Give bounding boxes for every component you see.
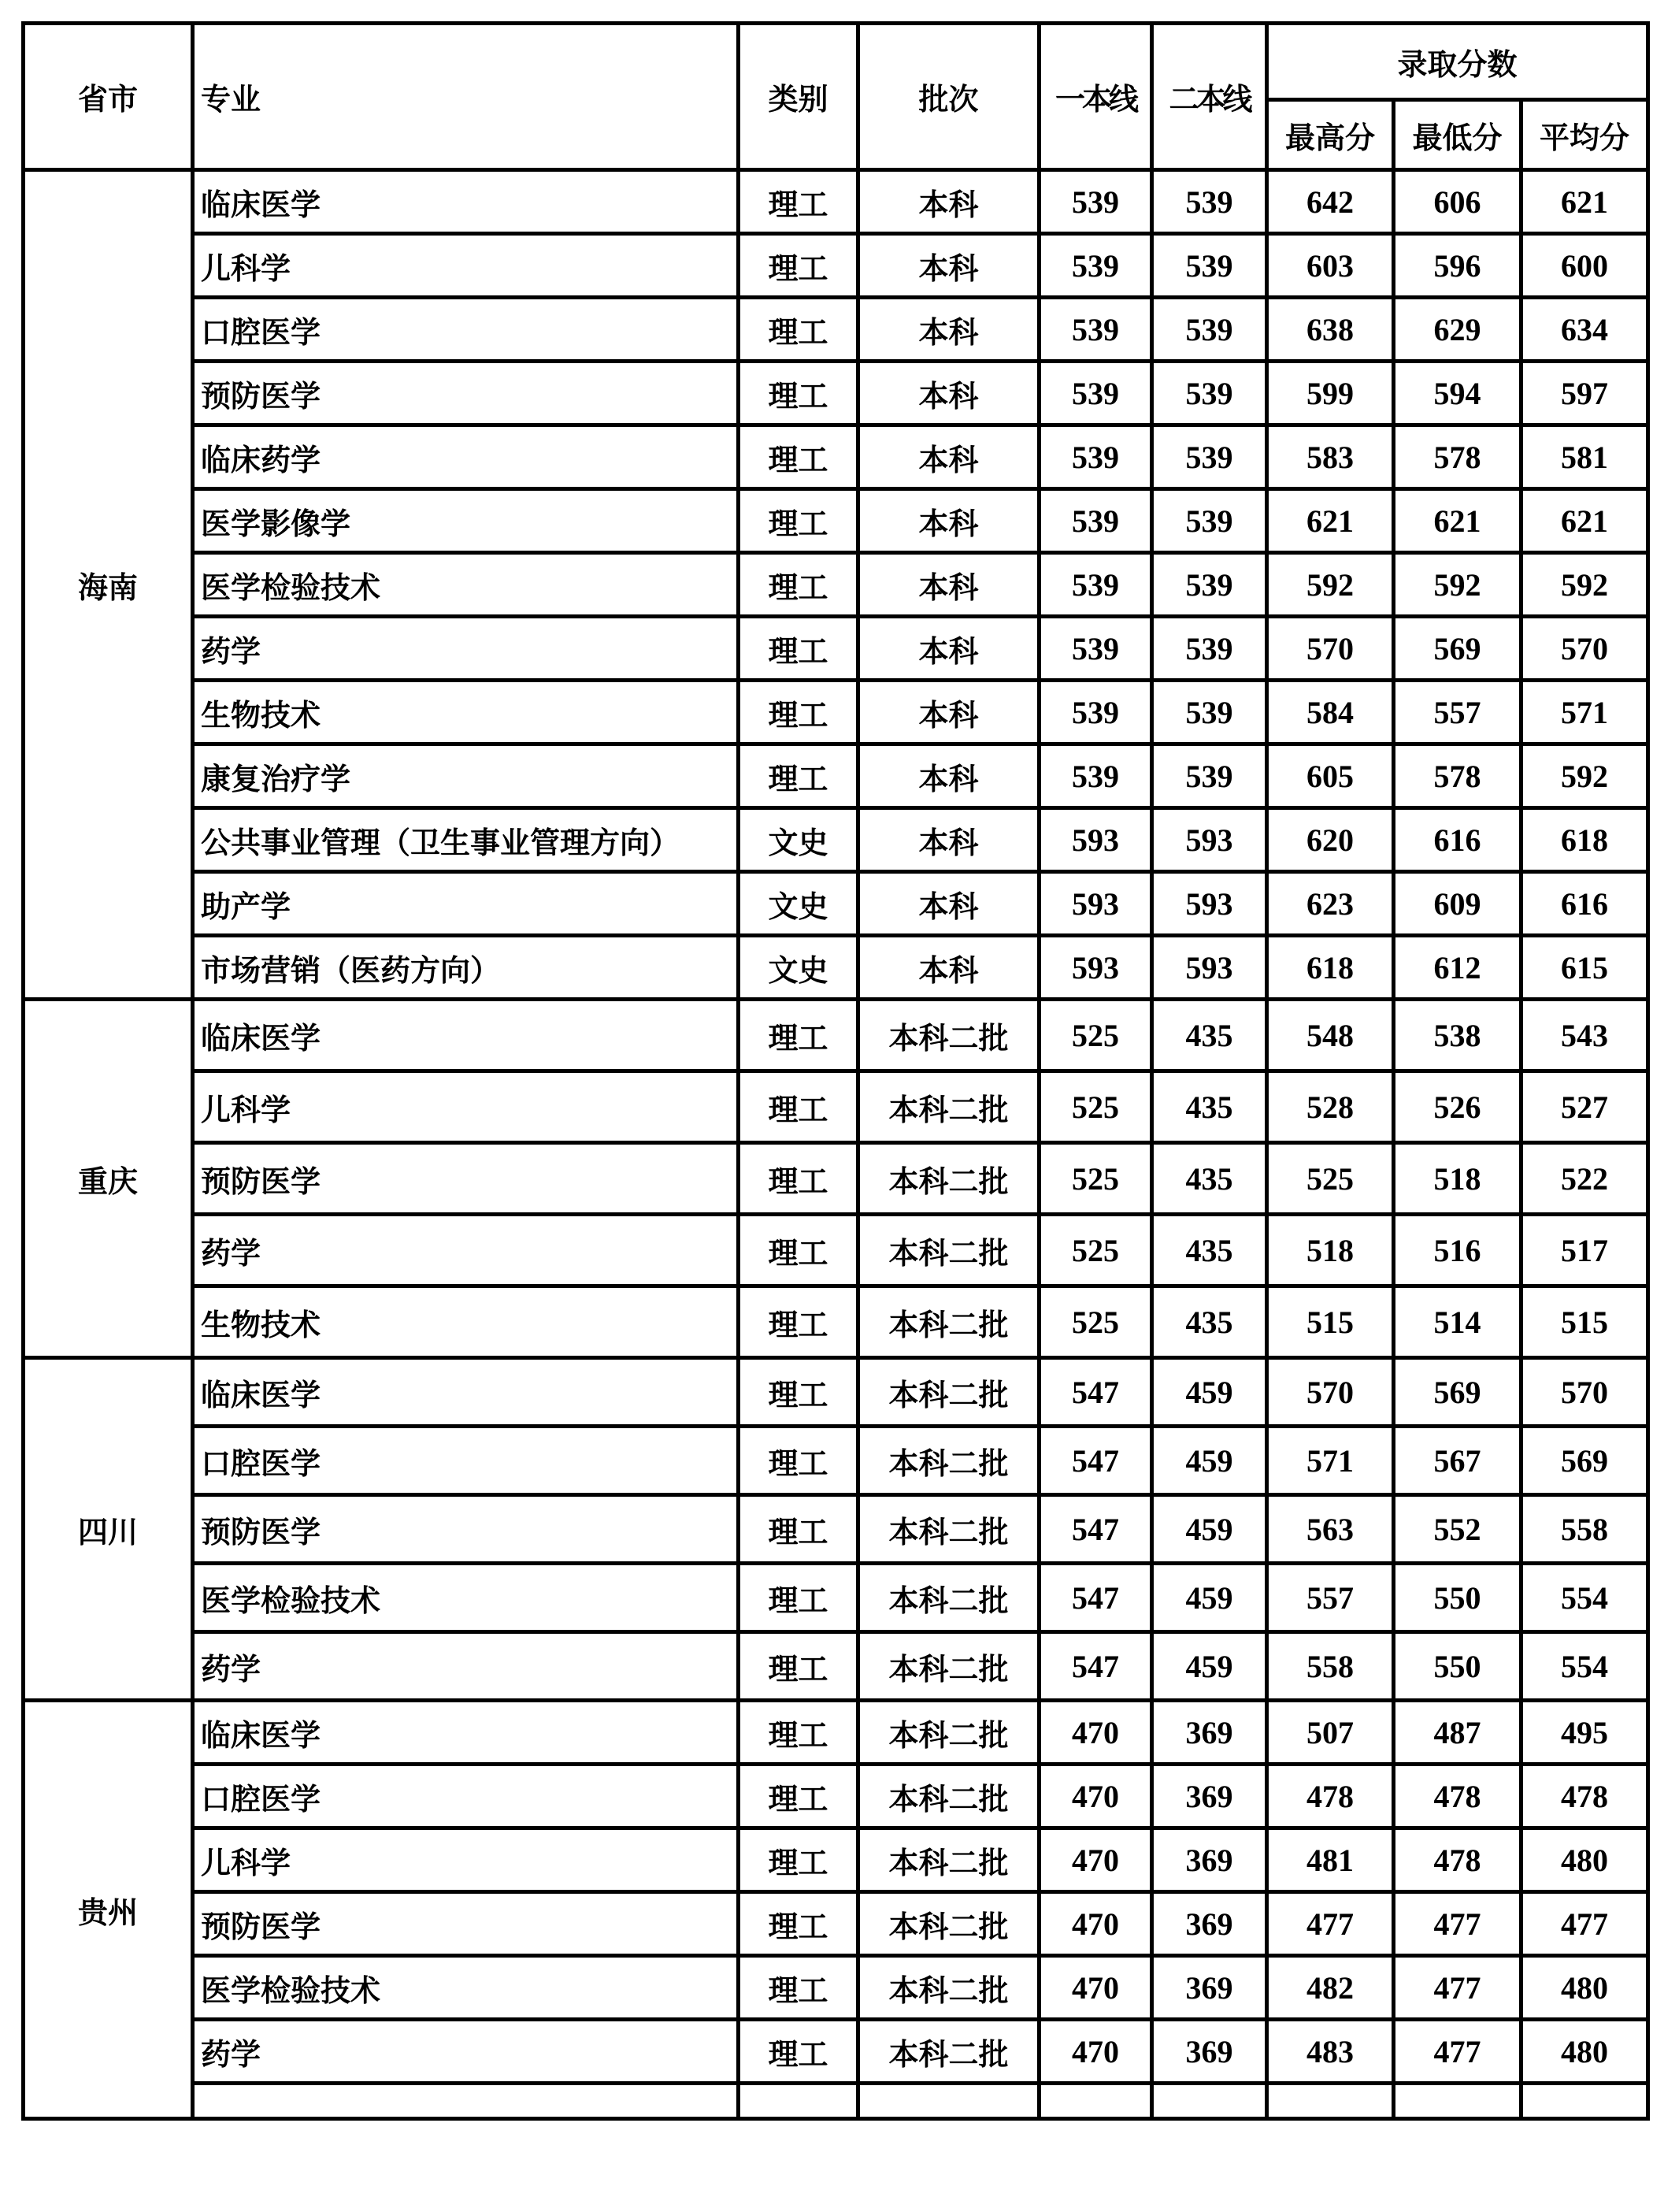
line2-cell: 369 bbox=[1152, 1892, 1267, 1956]
line1-cell: 539 bbox=[1040, 425, 1152, 489]
avg-cell: 522 bbox=[1521, 1143, 1648, 1215]
major-cell: 生物技术 bbox=[193, 681, 739, 744]
avg-cell: 592 bbox=[1521, 744, 1648, 808]
header-batch: 批次 bbox=[858, 24, 1040, 170]
category-cell: 理工 bbox=[739, 489, 858, 553]
table-row bbox=[24, 425, 1648, 489]
header-major: 专业 bbox=[193, 24, 739, 170]
empty-cell bbox=[193, 2084, 739, 2119]
major-cell: 生物技术 bbox=[193, 1286, 739, 1358]
line1-cell: 525 bbox=[1040, 1286, 1152, 1358]
category-cell: 理工 bbox=[739, 2020, 858, 2084]
avg-cell: 597 bbox=[1521, 362, 1648, 425]
empty-cell bbox=[739, 2084, 858, 2119]
line1-cell: 525 bbox=[1040, 1143, 1152, 1215]
min-cell: 477 bbox=[1394, 1956, 1521, 2020]
batch-cell: 本科 bbox=[858, 681, 1040, 744]
category-cell: 理工 bbox=[739, 1765, 858, 1828]
min-cell: 629 bbox=[1394, 298, 1521, 362]
category-cell: 理工 bbox=[739, 681, 858, 744]
category-cell: 理工 bbox=[739, 1000, 858, 1071]
line2-cell: 539 bbox=[1152, 489, 1267, 553]
batch-cell: 本科 bbox=[858, 170, 1040, 234]
line2-cell: 369 bbox=[1152, 1765, 1267, 1828]
avg-cell: 527 bbox=[1521, 1071, 1648, 1143]
major-cell: 口腔医学 bbox=[193, 1427, 739, 1495]
major-cell: 预防医学 bbox=[193, 1143, 739, 1215]
major-cell: 医学检验技术 bbox=[193, 1956, 739, 2020]
min-cell: 621 bbox=[1394, 489, 1521, 553]
line1-cell: 539 bbox=[1040, 362, 1152, 425]
header-line1: 一本线 bbox=[1040, 24, 1152, 170]
table-row bbox=[24, 872, 1648, 936]
max-cell: 583 bbox=[1267, 425, 1394, 489]
province-cell: 四川 bbox=[24, 1358, 193, 1701]
line2-cell: 593 bbox=[1152, 936, 1267, 1000]
empty-cell bbox=[1394, 2084, 1521, 2119]
line1-cell: 547 bbox=[1040, 1358, 1152, 1427]
avg-cell: 615 bbox=[1521, 936, 1648, 1000]
header-min: 最低分 bbox=[1394, 100, 1521, 170]
avg-cell: 477 bbox=[1521, 1892, 1648, 1956]
line1-cell: 525 bbox=[1040, 1215, 1152, 1286]
table-row bbox=[24, 2020, 1648, 2084]
batch-cell: 本科二批 bbox=[858, 1701, 1040, 1765]
batch-cell: 本科二批 bbox=[858, 1765, 1040, 1828]
max-cell: 605 bbox=[1267, 744, 1394, 808]
batch-cell: 本科二批 bbox=[858, 1564, 1040, 1632]
table-row bbox=[24, 1956, 1648, 2020]
major-cell: 儿科学 bbox=[193, 1828, 739, 1892]
major-cell: 药学 bbox=[193, 2020, 739, 2084]
table-row bbox=[24, 617, 1648, 681]
avg-cell: 480 bbox=[1521, 2020, 1648, 2084]
category-cell: 理工 bbox=[739, 1286, 858, 1358]
table-row bbox=[24, 1143, 1648, 1215]
min-cell: 487 bbox=[1394, 1701, 1521, 1765]
line1-cell: 539 bbox=[1040, 744, 1152, 808]
line2-cell: 593 bbox=[1152, 808, 1267, 872]
batch-cell: 本科二批 bbox=[858, 1000, 1040, 1071]
max-cell: 478 bbox=[1267, 1765, 1394, 1828]
major-cell: 儿科学 bbox=[193, 234, 739, 298]
line2-cell: 539 bbox=[1152, 744, 1267, 808]
table-row bbox=[24, 1000, 1648, 1071]
header-line2: 二本线 bbox=[1152, 24, 1267, 170]
avg-cell: 515 bbox=[1521, 1286, 1648, 1358]
avg-cell: 616 bbox=[1521, 872, 1648, 936]
batch-cell: 本科二批 bbox=[858, 1215, 1040, 1286]
max-cell: 507 bbox=[1267, 1701, 1394, 1765]
max-cell: 603 bbox=[1267, 234, 1394, 298]
batch-cell: 本科 bbox=[858, 617, 1040, 681]
max-cell: 515 bbox=[1267, 1286, 1394, 1358]
line1-cell: 525 bbox=[1040, 1071, 1152, 1143]
batch-cell: 本科二批 bbox=[858, 1286, 1040, 1358]
line1-cell: 470 bbox=[1040, 1828, 1152, 1892]
table-row bbox=[24, 170, 1648, 234]
avg-cell: 571 bbox=[1521, 681, 1648, 744]
max-cell: 525 bbox=[1267, 1143, 1394, 1215]
major-cell: 临床医学 bbox=[193, 170, 739, 234]
line2-cell: 369 bbox=[1152, 1701, 1267, 1765]
header-category: 类别 bbox=[739, 24, 858, 170]
major-cell: 预防医学 bbox=[193, 1892, 739, 1956]
major-cell: 助产学 bbox=[193, 872, 739, 936]
line1-cell: 470 bbox=[1040, 1765, 1152, 1828]
major-cell: 口腔医学 bbox=[193, 1765, 739, 1828]
line2-cell: 435 bbox=[1152, 1143, 1267, 1215]
avg-cell: 495 bbox=[1521, 1701, 1648, 1765]
line1-cell: 547 bbox=[1040, 1427, 1152, 1495]
avg-cell: 634 bbox=[1521, 298, 1648, 362]
avg-cell: 621 bbox=[1521, 489, 1648, 553]
min-cell: 567 bbox=[1394, 1427, 1521, 1495]
header-max: 最高分 bbox=[1267, 100, 1394, 170]
table-row bbox=[24, 553, 1648, 617]
line2-cell: 459 bbox=[1152, 1632, 1267, 1701]
line1-cell: 539 bbox=[1040, 553, 1152, 617]
major-cell: 市场营销（医药方向） bbox=[193, 936, 739, 1000]
line2-cell: 435 bbox=[1152, 1071, 1267, 1143]
province-cell: 重庆 bbox=[24, 1000, 193, 1358]
major-cell: 临床医学 bbox=[193, 1358, 739, 1427]
table-row bbox=[24, 362, 1648, 425]
line2-cell: 539 bbox=[1152, 362, 1267, 425]
max-cell: 548 bbox=[1267, 1000, 1394, 1071]
min-cell: 569 bbox=[1394, 617, 1521, 681]
batch-cell: 本科 bbox=[858, 808, 1040, 872]
max-cell: 620 bbox=[1267, 808, 1394, 872]
major-cell: 口腔医学 bbox=[193, 298, 739, 362]
min-cell: 477 bbox=[1394, 1892, 1521, 1956]
line2-cell: 369 bbox=[1152, 1828, 1267, 1892]
min-cell: 550 bbox=[1394, 1564, 1521, 1632]
min-cell: 606 bbox=[1394, 170, 1521, 234]
empty-cell bbox=[1267, 2084, 1394, 2119]
major-cell: 药学 bbox=[193, 1632, 739, 1701]
min-cell: 552 bbox=[1394, 1495, 1521, 1564]
line1-cell: 539 bbox=[1040, 170, 1152, 234]
line1-cell: 547 bbox=[1040, 1495, 1152, 1564]
batch-cell: 本科 bbox=[858, 298, 1040, 362]
table-row bbox=[24, 1564, 1648, 1632]
avg-cell: 581 bbox=[1521, 425, 1648, 489]
category-cell: 理工 bbox=[739, 234, 858, 298]
avg-cell: 478 bbox=[1521, 1765, 1648, 1828]
line1-cell: 539 bbox=[1040, 298, 1152, 362]
header-row bbox=[24, 24, 1648, 100]
max-cell: 621 bbox=[1267, 489, 1394, 553]
major-cell: 康复治疗学 bbox=[193, 744, 739, 808]
avg-cell: 480 bbox=[1521, 1828, 1648, 1892]
line1-cell: 470 bbox=[1040, 2020, 1152, 2084]
category-cell: 理工 bbox=[739, 553, 858, 617]
category-cell: 理工 bbox=[739, 362, 858, 425]
max-cell: 518 bbox=[1267, 1215, 1394, 1286]
category-cell: 理工 bbox=[739, 1215, 858, 1286]
line2-cell: 459 bbox=[1152, 1358, 1267, 1427]
line1-cell: 539 bbox=[1040, 617, 1152, 681]
avg-cell: 517 bbox=[1521, 1215, 1648, 1286]
category-cell: 理工 bbox=[739, 1071, 858, 1143]
avg-cell: 569 bbox=[1521, 1427, 1648, 1495]
batch-cell: 本科 bbox=[858, 553, 1040, 617]
empty-cell bbox=[1521, 2084, 1648, 2119]
max-cell: 623 bbox=[1267, 872, 1394, 936]
min-cell: 616 bbox=[1394, 808, 1521, 872]
min-cell: 518 bbox=[1394, 1143, 1521, 1215]
category-cell: 理工 bbox=[739, 1701, 858, 1765]
batch-cell: 本科二批 bbox=[858, 1632, 1040, 1701]
category-cell: 文史 bbox=[739, 808, 858, 872]
avg-cell: 570 bbox=[1521, 617, 1648, 681]
line2-cell: 539 bbox=[1152, 617, 1267, 681]
batch-cell: 本科 bbox=[858, 744, 1040, 808]
line2-cell: 539 bbox=[1152, 553, 1267, 617]
major-cell: 药学 bbox=[193, 1215, 739, 1286]
min-cell: 514 bbox=[1394, 1286, 1521, 1358]
header-avg: 平均分 bbox=[1521, 100, 1648, 170]
major-cell: 预防医学 bbox=[193, 1495, 739, 1564]
province-cell: 贵州 bbox=[24, 1701, 193, 2119]
max-cell: 638 bbox=[1267, 298, 1394, 362]
category-cell: 理工 bbox=[739, 1495, 858, 1564]
table-row bbox=[24, 1495, 1648, 1564]
max-cell: 482 bbox=[1267, 1956, 1394, 2020]
batch-cell: 本科二批 bbox=[858, 1956, 1040, 2020]
max-cell: 483 bbox=[1267, 2020, 1394, 2084]
category-cell: 文史 bbox=[739, 936, 858, 1000]
min-cell: 609 bbox=[1394, 872, 1521, 936]
table-row bbox=[24, 1828, 1648, 1892]
table-row-partial bbox=[24, 2084, 1648, 2119]
major-cell: 临床医学 bbox=[193, 1000, 739, 1071]
table-row bbox=[24, 1632, 1648, 1701]
major-cell: 药学 bbox=[193, 617, 739, 681]
category-cell: 理工 bbox=[739, 1564, 858, 1632]
admission-scores-table bbox=[21, 21, 1650, 2121]
line2-cell: 593 bbox=[1152, 872, 1267, 936]
category-cell: 理工 bbox=[739, 744, 858, 808]
batch-cell: 本科二批 bbox=[858, 1828, 1040, 1892]
major-cell: 儿科学 bbox=[193, 1071, 739, 1143]
avg-cell: 618 bbox=[1521, 808, 1648, 872]
table-row bbox=[24, 681, 1648, 744]
table-row bbox=[24, 1701, 1648, 1765]
table-row bbox=[24, 936, 1648, 1000]
line2-cell: 459 bbox=[1152, 1564, 1267, 1632]
batch-cell: 本科二批 bbox=[858, 1892, 1040, 1956]
line1-cell: 470 bbox=[1040, 1701, 1152, 1765]
avg-cell: 543 bbox=[1521, 1000, 1648, 1071]
min-cell: 478 bbox=[1394, 1828, 1521, 1892]
table-row bbox=[24, 1358, 1648, 1427]
min-cell: 578 bbox=[1394, 425, 1521, 489]
batch-cell: 本科二批 bbox=[858, 1495, 1040, 1564]
max-cell: 570 bbox=[1267, 617, 1394, 681]
max-cell: 563 bbox=[1267, 1495, 1394, 1564]
category-cell: 理工 bbox=[739, 170, 858, 234]
avg-cell: 480 bbox=[1521, 1956, 1648, 2020]
category-cell: 理工 bbox=[739, 1358, 858, 1427]
batch-cell: 本科二批 bbox=[858, 1358, 1040, 1427]
table-row bbox=[24, 234, 1648, 298]
avg-cell: 554 bbox=[1521, 1632, 1648, 1701]
batch-cell: 本科二批 bbox=[858, 1143, 1040, 1215]
line2-cell: 435 bbox=[1152, 1286, 1267, 1358]
line1-cell: 539 bbox=[1040, 234, 1152, 298]
table-row bbox=[24, 1427, 1648, 1495]
category-cell: 理工 bbox=[739, 1892, 858, 1956]
max-cell: 571 bbox=[1267, 1427, 1394, 1495]
major-cell: 预防医学 bbox=[193, 362, 739, 425]
min-cell: 594 bbox=[1394, 362, 1521, 425]
avg-cell: 558 bbox=[1521, 1495, 1648, 1564]
line2-cell: 369 bbox=[1152, 1956, 1267, 2020]
min-cell: 526 bbox=[1394, 1071, 1521, 1143]
empty-cell bbox=[1040, 2084, 1152, 2119]
line1-cell: 593 bbox=[1040, 808, 1152, 872]
line1-cell: 525 bbox=[1040, 1000, 1152, 1071]
line2-cell: 539 bbox=[1152, 234, 1267, 298]
line2-cell: 435 bbox=[1152, 1000, 1267, 1071]
batch-cell: 本科 bbox=[858, 489, 1040, 553]
line2-cell: 539 bbox=[1152, 681, 1267, 744]
table-body bbox=[24, 170, 1648, 2119]
line1-cell: 593 bbox=[1040, 936, 1152, 1000]
min-cell: 557 bbox=[1394, 681, 1521, 744]
avg-cell: 592 bbox=[1521, 553, 1648, 617]
header-scores-group: 录取分数 bbox=[1267, 24, 1648, 100]
table-row bbox=[24, 1071, 1648, 1143]
line2-cell: 369 bbox=[1152, 2020, 1267, 2084]
category-cell: 理工 bbox=[739, 1956, 858, 2020]
line1-cell: 470 bbox=[1040, 1892, 1152, 1956]
line2-cell: 539 bbox=[1152, 425, 1267, 489]
major-cell: 临床医学 bbox=[193, 1701, 739, 1765]
min-cell: 477 bbox=[1394, 2020, 1521, 2084]
avg-cell: 554 bbox=[1521, 1564, 1648, 1632]
max-cell: 642 bbox=[1267, 170, 1394, 234]
category-cell: 理工 bbox=[739, 1632, 858, 1701]
line2-cell: 539 bbox=[1152, 298, 1267, 362]
min-cell: 569 bbox=[1394, 1358, 1521, 1427]
table-row bbox=[24, 744, 1648, 808]
category-cell: 理工 bbox=[739, 1828, 858, 1892]
table-row bbox=[24, 1892, 1648, 1956]
line2-cell: 459 bbox=[1152, 1427, 1267, 1495]
max-cell: 599 bbox=[1267, 362, 1394, 425]
line2-cell: 539 bbox=[1152, 170, 1267, 234]
line1-cell: 470 bbox=[1040, 1956, 1152, 2020]
batch-cell: 本科 bbox=[858, 936, 1040, 1000]
avg-cell: 570 bbox=[1521, 1358, 1648, 1427]
major-cell: 医学检验技术 bbox=[193, 553, 739, 617]
major-cell: 医学影像学 bbox=[193, 489, 739, 553]
min-cell: 592 bbox=[1394, 553, 1521, 617]
min-cell: 478 bbox=[1394, 1765, 1521, 1828]
table-row bbox=[24, 1765, 1648, 1828]
avg-cell: 621 bbox=[1521, 170, 1648, 234]
category-cell: 理工 bbox=[739, 1143, 858, 1215]
batch-cell: 本科 bbox=[858, 234, 1040, 298]
table-row bbox=[24, 1215, 1648, 1286]
line1-cell: 547 bbox=[1040, 1564, 1152, 1632]
category-cell: 理工 bbox=[739, 298, 858, 362]
min-cell: 550 bbox=[1394, 1632, 1521, 1701]
min-cell: 516 bbox=[1394, 1215, 1521, 1286]
admission-scores-table-container bbox=[21, 21, 1646, 2121]
max-cell: 477 bbox=[1267, 1892, 1394, 1956]
line1-cell: 547 bbox=[1040, 1632, 1152, 1701]
batch-cell: 本科二批 bbox=[858, 1071, 1040, 1143]
line2-cell: 459 bbox=[1152, 1495, 1267, 1564]
empty-cell bbox=[1152, 2084, 1267, 2119]
max-cell: 570 bbox=[1267, 1358, 1394, 1427]
max-cell: 558 bbox=[1267, 1632, 1394, 1701]
line2-cell: 435 bbox=[1152, 1215, 1267, 1286]
empty-cell bbox=[858, 2084, 1040, 2119]
header-province: 省市 bbox=[24, 24, 193, 170]
major-cell: 临床药学 bbox=[193, 425, 739, 489]
category-cell: 文史 bbox=[739, 872, 858, 936]
batch-cell: 本科 bbox=[858, 362, 1040, 425]
category-cell: 理工 bbox=[739, 1427, 858, 1495]
batch-cell: 本科二批 bbox=[858, 1427, 1040, 1495]
category-cell: 理工 bbox=[739, 425, 858, 489]
min-cell: 538 bbox=[1394, 1000, 1521, 1071]
line1-cell: 593 bbox=[1040, 872, 1152, 936]
major-cell: 公共事业管理（卫生事业管理方向） bbox=[193, 808, 739, 872]
batch-cell: 本科 bbox=[858, 425, 1040, 489]
table-row bbox=[24, 298, 1648, 362]
min-cell: 578 bbox=[1394, 744, 1521, 808]
max-cell: 584 bbox=[1267, 681, 1394, 744]
max-cell: 618 bbox=[1267, 936, 1394, 1000]
max-cell: 481 bbox=[1267, 1828, 1394, 1892]
major-cell: 医学检验技术 bbox=[193, 1564, 739, 1632]
table-row bbox=[24, 1286, 1648, 1358]
batch-cell: 本科 bbox=[858, 872, 1040, 936]
table-row bbox=[24, 808, 1648, 872]
min-cell: 596 bbox=[1394, 234, 1521, 298]
max-cell: 592 bbox=[1267, 553, 1394, 617]
batch-cell: 本科二批 bbox=[858, 2020, 1040, 2084]
max-cell: 557 bbox=[1267, 1564, 1394, 1632]
table-row bbox=[24, 489, 1648, 553]
line1-cell: 539 bbox=[1040, 681, 1152, 744]
max-cell: 528 bbox=[1267, 1071, 1394, 1143]
min-cell: 612 bbox=[1394, 936, 1521, 1000]
province-cell: 海南 bbox=[24, 170, 193, 1000]
line1-cell: 539 bbox=[1040, 489, 1152, 553]
category-cell: 理工 bbox=[739, 617, 858, 681]
avg-cell: 600 bbox=[1521, 234, 1648, 298]
